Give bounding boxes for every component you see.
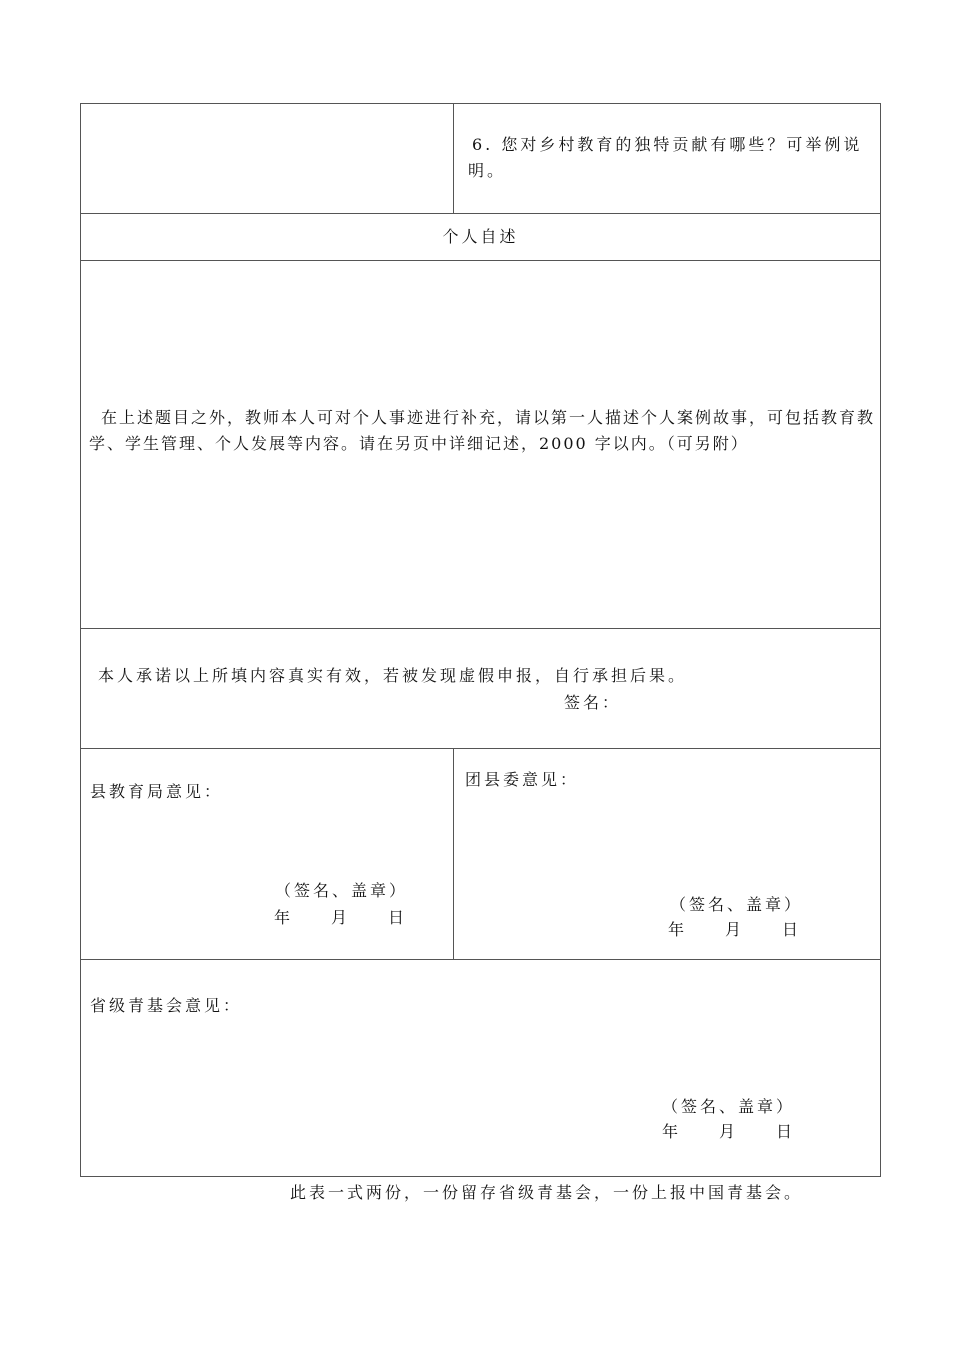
provincial-foundation-sign-seal: （签名、盖章） <box>662 1097 796 1116</box>
column-divider <box>453 103 454 213</box>
self-statement-heading: 个人自述 <box>442 227 519 246</box>
table-border-top <box>80 103 881 104</box>
youth-league-label: 团县委意见： <box>465 770 580 789</box>
table-border-left <box>80 103 81 1177</box>
table-border-right <box>880 103 881 1177</box>
row-divider <box>80 748 881 749</box>
county-education-sign-seal: （签名、盖章） <box>275 881 409 900</box>
youth-league-date: 年 月 日 <box>668 920 802 939</box>
question-6: 6. 您对乡村教育的独特贡献有哪些？可举例说明。 <box>468 135 863 180</box>
pledge-text: 本人承诺以上所填内容真实有效，若被发现虚假申报，自行承担后果。 <box>98 666 688 685</box>
youth-league-sign-seal: （签名、盖章） <box>670 895 804 914</box>
row-divider <box>80 959 881 960</box>
self-statement-instruction: 在上述题目之外，教师本人可对个人事迹进行补充，请以第一人描述个人案例故事，可包括教育教学、学生管理、个人发展等内容。请在另页中详细记述，2000 字以内。（可另附） <box>89 408 876 453</box>
column-divider <box>453 748 454 959</box>
row-divider <box>80 260 881 261</box>
county-education-date: 年 月 日 <box>274 908 408 927</box>
application-form-table <box>80 103 881 1177</box>
signature-label: 签名： <box>564 693 622 712</box>
table-border-bottom <box>80 1176 881 1177</box>
county-education-label: 县教育局意见： <box>90 782 224 801</box>
footer-note: 此表一式两份，一份留存省级青基会，一份上报中国青基会。 <box>290 1183 804 1202</box>
row-divider <box>80 213 881 214</box>
provincial-foundation-label: 省级青基会意见： <box>90 996 243 1015</box>
provincial-foundation-date: 年 月 日 <box>662 1122 796 1141</box>
row-divider <box>80 628 881 629</box>
